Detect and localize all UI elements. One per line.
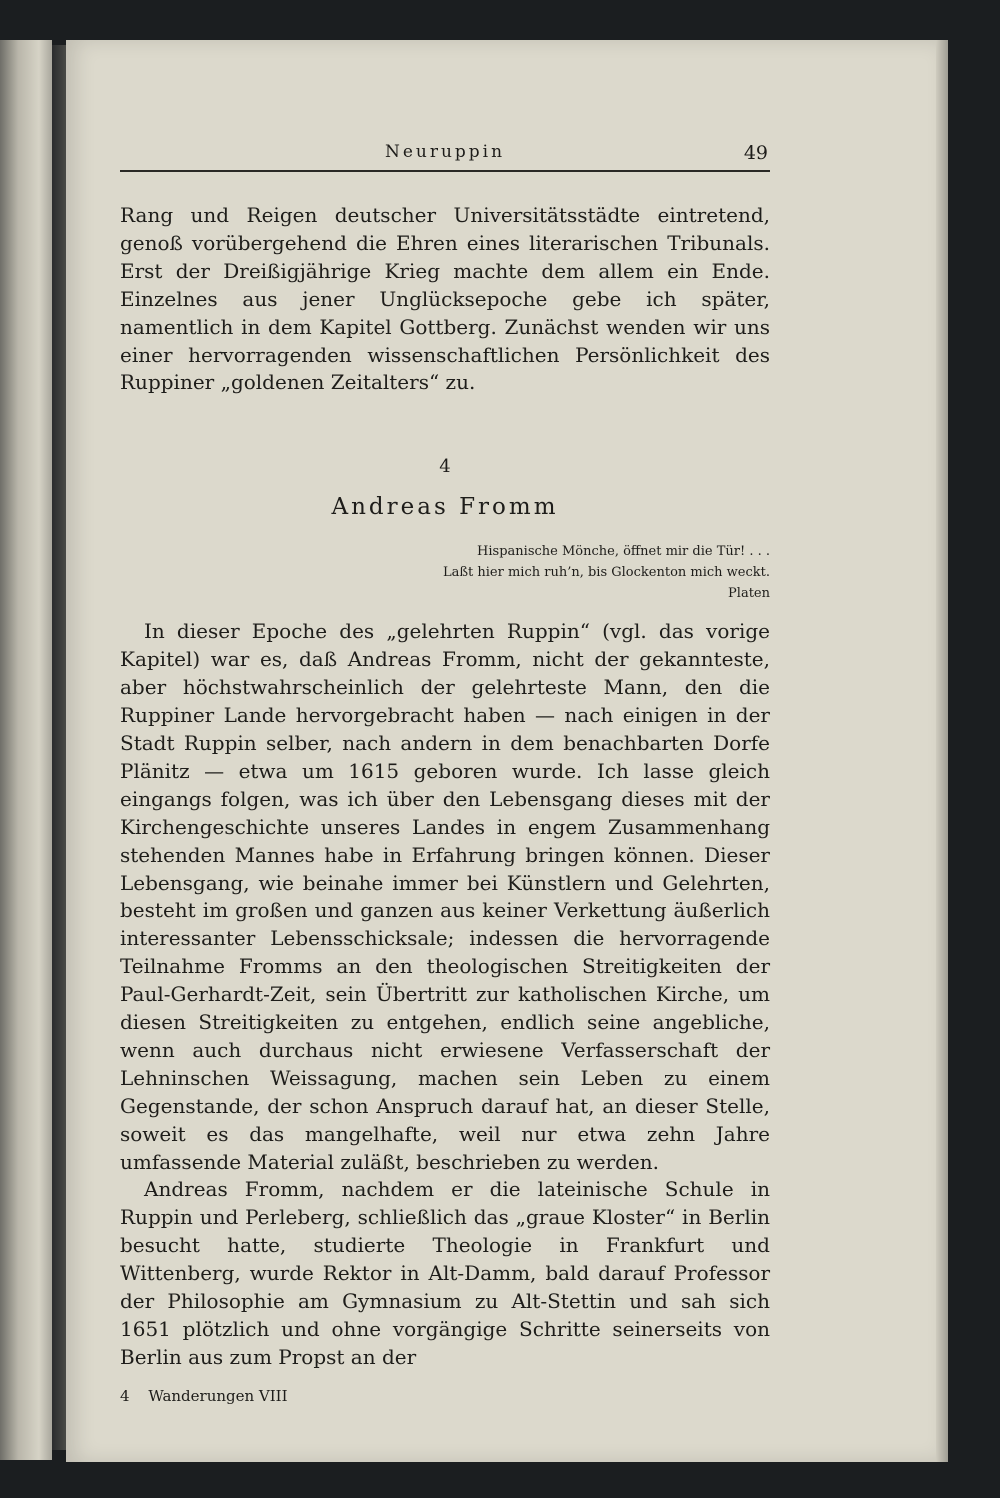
running-head	[120, 140, 770, 172]
book-gutter	[52, 45, 66, 1450]
page-stack-edge	[936, 40, 948, 1462]
footer-note: Wanderungen VIII	[148, 1386, 288, 1405]
paragraph-3: Andreas Fromm, nachdem er die lateinische Schule in Ruppin und Perleberg, schließlich das „graue Kloster“ in Berlin besucht hatte, studierte Theologie in Frankfurt und Wittenberg, wurde Rektor in Alt-Damm, bald darauf Professor der Philosophie am Gymnasium zu Alt-Stettin und sah sich 1651 plötzlich und ohne vorgängige Schritte seinerseits von Berlin aus zum Propst an der	[120, 1177, 770, 1369]
page-text-block	[120, 140, 770, 1406]
epigraph-line-2: Laßt hier mich ruh’n, bis Glockenton mich weckt.	[442, 565, 770, 581]
chapter-title: Andreas Fromm	[331, 494, 559, 521]
running-head-title: Neuruppin	[384, 142, 506, 162]
epigraph-author: Platen	[728, 586, 770, 602]
epigraph	[120, 541, 770, 604]
facing-page-edge	[0, 40, 52, 1460]
epigraph-line-1: Hispanische Mönche, öffnet mir die Tür! . . .	[477, 544, 770, 560]
chapter-number: 4	[439, 456, 451, 478]
page-footer	[120, 1386, 770, 1406]
paragraph-1: Rang und Reigen deutscher Universitätsstädte eintretend, genoß vorübergehend die Ehren eines literarischen Tribunals. Erst der Dreißigjährige Krieg machte dem allem ein Ende. Einzelnes aus jener Unglücksepoche gebe ich später, namentlich in dem Kapitel Gottberg. Zunächst wenden wir uns einer hervorragenden wissenschaftlichen Persönlichkeit des Ruppiner „goldenen Zeitalters“ zu.	[120, 203, 770, 395]
page-number: 49	[743, 142, 768, 164]
signature-mark: 4	[120, 1386, 130, 1405]
paragraph-2: In dieser Epoche des „gelehrten Ruppin“ (vgl. das vorige Kapitel) war es, daß Andreas Fromm, nicht der gekannteste, aber höchstwahrscheinlich der gelehrteste Mann, den die Ruppiner Lande hervorgebracht haben — nach einigen in der Stadt Ruppin selber, nach andern in dem benachbarten Dorfe Plänitz — etwa um 1615 geboren wurde. Ich lasse gleich eingangs folgen, was ich über den Lebensgang dieses mit der Kirchengeschichte unseres Landes in engem Zusammenhang stehenden Mannes habe in Erfahrung bringen können. Dieser Lebensgang, wie beinahe immer bei Künstlern und Gelehrten, besteht im großen und ganzen aus keiner Verkettung äußerlich interessanter Lebensschicksale; indessen die hervorragende Teilnahme Fromms an den theologischen Streitigkeiten der Paul-Gerhardt-Zeit, sein Übertritt zur katholischen Kirche, um diesen Streitigkeiten zu entgehen, endlich seine angebliche, wenn auch durchaus nicht erwiesene Verfasserschaft der Lehninschen Weissagung, machen sein Leben zu einem Gegenstande, der schon Anspruch darauf hat, an dieser Stelle, soweit es das mangelhafte, weil nur etwa zehn Jahre umfassende Material zuläßt, beschrieben zu werden.	[120, 619, 770, 1174]
